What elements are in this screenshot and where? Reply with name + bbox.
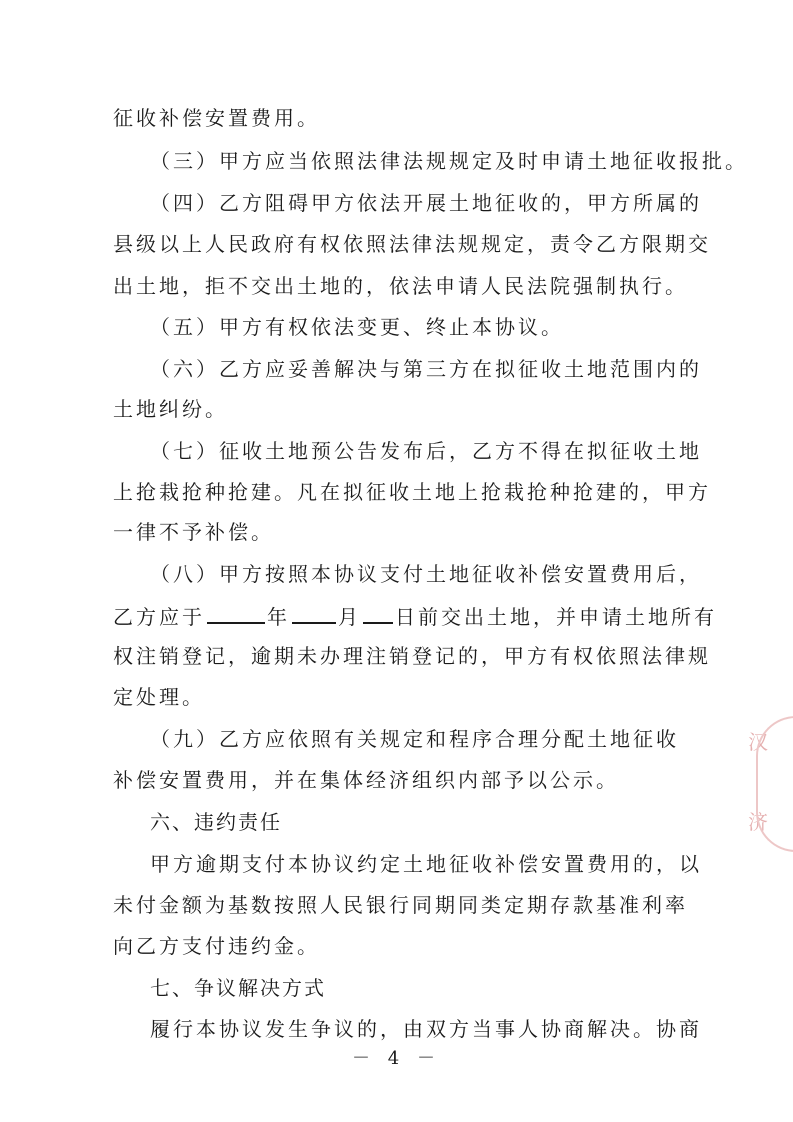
paragraph-line: （八）甲方按照本协议支付土地征收补偿安置费用后， [150, 562, 702, 586]
paragraph-line: 甲方逾期支付本协议约定土地征收补偿安置费用的，以 [150, 852, 702, 876]
paragraph-line: 权注销登记，逾期未办理注销登记的，甲方有权依照法律规 [113, 644, 711, 668]
year-label: 年 [267, 605, 290, 629]
paragraph-line: 上抢栽抢种抢建。凡在拟征收土地上抢栽抢种抢建的，甲方 [113, 480, 711, 504]
month-blank [292, 604, 336, 624]
paragraph-line: 出土地，拒不交出土地的，依法申请人民法院强制执行。 [113, 274, 688, 298]
date-suffix: 日前交出土地，并申请土地所有 [395, 605, 717, 629]
page-number: － 4 － [352, 1048, 441, 1069]
paragraph-line: 未付金额为基数按照人民银行同期同类定期存款基准利率 [113, 893, 688, 917]
paragraph-line: （七）征收土地预公告发布后，乙方不得在拟征收土地 [150, 439, 702, 463]
paragraph-line: 向乙方支付违约金。 [113, 934, 320, 958]
paragraph-line: （六）乙方应妥善解决与第三方在拟征收土地范围内的 [150, 357, 702, 381]
date-prefix: 乙方应于 [113, 605, 205, 629]
paragraph-line: 定处理。 [113, 685, 205, 709]
date-line [113, 604, 717, 629]
paragraph-line: 履行本协议发生争议的，由双方当事人协商解决。协商 [150, 1017, 702, 1041]
section-heading: 七、争议解决方式 [150, 976, 326, 1000]
paragraph-line: 土地纠纷。 [113, 397, 228, 421]
paragraph-line: （九）乙方应依照有关规定和程序合理分配土地征收 [150, 727, 679, 751]
paragraph-line: 县级以上人民政府有权依照法律法规规定，责令乙方限期交 [113, 232, 711, 256]
section-heading: 六、违约责任 [150, 810, 282, 834]
paragraph-line: 一律不予补偿。 [113, 520, 274, 544]
paragraph-line: 征收补偿安置费用。 [113, 106, 320, 130]
month-label: 月 [338, 605, 361, 629]
day-blank [363, 604, 393, 624]
paragraph-line: （三）甲方应当依照法律法规规定及时申请土地征收报批。 [150, 149, 748, 173]
seal-stamp-icon [748, 722, 793, 842]
paragraph-line: （四）乙方阻碍甲方依法开展土地征收的，甲方所属的 [150, 191, 702, 215]
year-blank [207, 604, 265, 624]
paragraph-line: （五）甲方有权依法变更、终止本协议。 [150, 315, 564, 339]
seal-text: 汉 [748, 730, 768, 754]
seal-text: 济 [748, 810, 768, 834]
paragraph-line: 补偿安置费用，并在集体经济组织内部予以公示。 [113, 768, 619, 792]
